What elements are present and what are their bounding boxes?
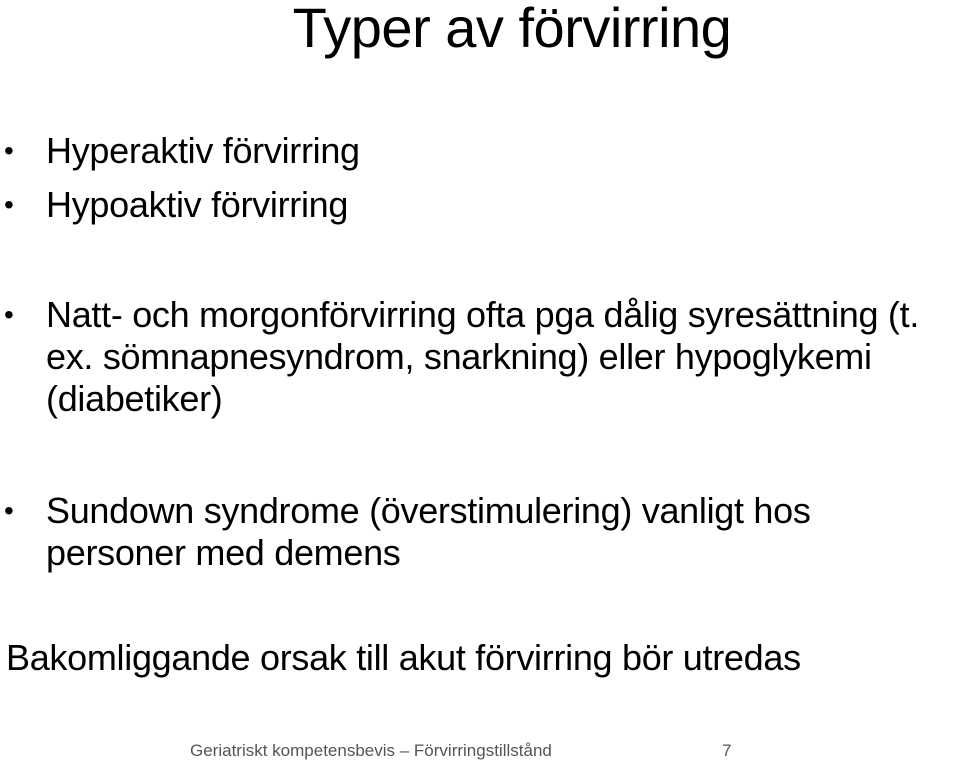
bullet-point: • <box>4 189 14 220</box>
page-number: 7 <box>722 741 732 760</box>
bullet-item-hypoaktiv <box>0 184 960 226</box>
bullet-item-hyperaktiv <box>0 130 960 172</box>
bullet-point: • <box>4 135 14 166</box>
slide-title: Typer av förvirring <box>292 0 732 59</box>
bullet-item-natt-morgon <box>0 294 960 420</box>
bullet-point: • <box>4 495 14 526</box>
bullet-point: • <box>4 299 14 330</box>
bullet-item-sundown <box>0 490 960 574</box>
bullet-text: Natt- och morgonförvirring ofta pga dålig syresättning (t. ex. sömnapnesyndrom, snarkning) eller hypoglykemi (diabetiker) <box>46 294 920 419</box>
bullet-text: Hyperaktiv förvirring <box>46 130 360 171</box>
footer-text: Geriatriskt kompetensbevis – Förvirringstillstånd <box>190 741 552 760</box>
bullet-text: Sundown syndrome (överstimulering) vanligt hos personer med demens <box>46 490 811 573</box>
bullet-text: Hypoaktiv förvirring <box>46 184 349 225</box>
conclusion-text: Bakomliggande orsak till akut förvirring bör utredas <box>6 637 801 678</box>
